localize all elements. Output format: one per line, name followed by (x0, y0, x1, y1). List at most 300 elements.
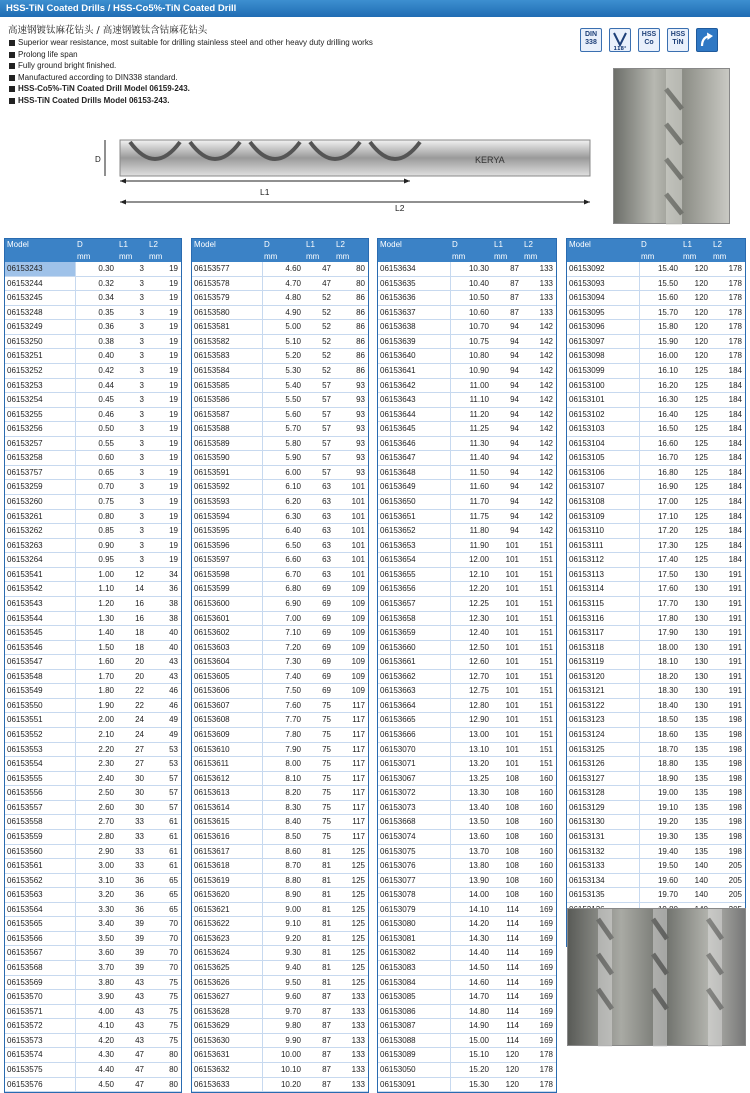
table-row (567, 655, 745, 670)
l2-cell: 109 (334, 684, 368, 699)
model-cell: 06153122 (567, 698, 639, 713)
diameter-cell: 10.70 (450, 320, 492, 335)
table-row (378, 859, 556, 874)
model-cell: 06153120 (567, 669, 639, 684)
unit-l1: mm (304, 251, 334, 262)
l1-cell: 87 (304, 1062, 334, 1077)
table-row (567, 567, 745, 582)
table-row (567, 829, 745, 844)
l2-cell: 80 (147, 1062, 181, 1077)
diameter-cell: 12.40 (450, 626, 492, 641)
diameter-cell: 6.20 (262, 495, 304, 510)
model-cell: 06153633 (192, 1077, 262, 1092)
l2-cell: 184 (711, 422, 745, 437)
model-cell: 06153100 (567, 378, 639, 393)
diameter-cell: 16.80 (639, 465, 681, 480)
l2-cell: 109 (334, 611, 368, 626)
l2-cell: 169 (522, 990, 556, 1005)
model-cell: 06153109 (567, 509, 639, 524)
l1-cell: 20 (117, 655, 147, 670)
l1-cell: 94 (492, 480, 522, 495)
l1-cell: 36 (117, 902, 147, 917)
l1-cell: 3 (117, 436, 147, 451)
l2-cell: 53 (147, 742, 181, 757)
model-cell: 06153664 (378, 698, 450, 713)
diameter-cell: 3.90 (75, 990, 117, 1005)
din-badge: DIN 338 (580, 28, 602, 52)
col-header-l2: L2 (522, 239, 556, 251)
diameter-cell: 16.00 (639, 349, 681, 364)
table-row (567, 436, 745, 451)
l2-cell: 117 (334, 786, 368, 801)
l1-cell: 33 (117, 815, 147, 830)
diameter-cell: 12.90 (450, 713, 492, 728)
model-cell: 06153666 (378, 728, 450, 743)
l1-cell: 120 (492, 1077, 522, 1092)
table-row (5, 990, 181, 1005)
l1-cell: 135 (681, 728, 711, 743)
l2-cell: 151 (522, 611, 556, 626)
diameter-cell: 12.30 (450, 611, 492, 626)
l1-cell: 43 (117, 1004, 147, 1019)
unit-l2: mm (522, 251, 556, 262)
table-row (378, 1048, 556, 1063)
table-row (5, 713, 181, 728)
table-row (567, 407, 745, 422)
model-cell: 06153618 (192, 859, 262, 874)
diameter-cell: 8.00 (262, 757, 304, 772)
model-cell: 06153086 (378, 1004, 450, 1019)
l1-cell: 135 (681, 713, 711, 728)
l2-cell: 178 (711, 262, 745, 276)
diameter-cell: 1.40 (75, 626, 117, 641)
model-cell: 06153586 (192, 393, 262, 408)
model-cell: 06153127 (567, 771, 639, 786)
diameter-cell: 7.20 (262, 640, 304, 655)
diameter-cell: 0.80 (75, 509, 117, 524)
table-row (378, 393, 556, 408)
model-cell: 06153128 (567, 786, 639, 801)
table-row (5, 931, 181, 946)
l1-cell: 12 (117, 567, 147, 582)
diameter-cell: 5.60 (262, 407, 304, 422)
l1-cell: 52 (304, 291, 334, 306)
spec-table-4 (566, 238, 746, 947)
diameter-cell: 4.50 (75, 1077, 117, 1092)
model-cell: 06153611 (192, 757, 262, 772)
model-cell: 06153593 (192, 495, 262, 510)
l2-cell: 151 (522, 728, 556, 743)
model-cell: 06153642 (378, 378, 450, 393)
l1-cell: 43 (117, 975, 147, 990)
l1-cell: 125 (681, 378, 711, 393)
model-cell: 06153546 (5, 640, 75, 655)
table-row (192, 1062, 368, 1077)
table-row (567, 538, 745, 553)
model-cell: 06153548 (5, 669, 75, 684)
model-cell: 06153635 (378, 276, 450, 291)
model-cell: 06153629 (192, 1019, 262, 1034)
table-row (378, 262, 556, 276)
table-row (5, 917, 181, 932)
l2-cell: 133 (334, 990, 368, 1005)
l1-cell: 125 (681, 509, 711, 524)
unit-l2: mm (334, 251, 368, 262)
diameter-cell: 4.40 (75, 1062, 117, 1077)
l2-cell: 198 (711, 728, 745, 743)
l2-cell: 93 (334, 436, 368, 451)
arrow-icon (696, 28, 718, 52)
l1-cell: 3 (117, 334, 147, 349)
table-row (192, 946, 368, 961)
l2-cell: 49 (147, 728, 181, 743)
l2-cell: 169 (522, 975, 556, 990)
model-cell: 06153621 (192, 902, 262, 917)
table-row (5, 742, 181, 757)
l1-cell: 87 (304, 1019, 334, 1034)
l1-cell: 81 (304, 902, 334, 917)
model-cell: 06153078 (378, 888, 450, 903)
l2-cell: 75 (147, 990, 181, 1005)
model-cell: 06153085 (378, 990, 450, 1005)
table-row (378, 698, 556, 713)
table-row (567, 669, 745, 684)
model-cell: 06153657 (378, 596, 450, 611)
table-row (378, 1033, 556, 1048)
l2-cell: 151 (522, 757, 556, 772)
l1-cell: 3 (117, 276, 147, 291)
l2-cell: 125 (334, 975, 368, 990)
l1-cell: 33 (117, 859, 147, 874)
model-cell: 06153617 (192, 844, 262, 859)
l2-cell: 125 (334, 931, 368, 946)
l1-cell: 75 (304, 829, 334, 844)
l2-cell: 75 (147, 1019, 181, 1034)
table-row (378, 757, 556, 772)
diameter-cell: 3.00 (75, 859, 117, 874)
l2-cell: 19 (147, 480, 181, 495)
l1-cell: 130 (681, 698, 711, 713)
model-cell: 06153050 (378, 1062, 450, 1077)
table-row (192, 262, 368, 276)
table-row (192, 436, 368, 451)
table-row (192, 509, 368, 524)
table-row (5, 902, 181, 917)
l1-cell: 114 (492, 975, 522, 990)
table-row (5, 728, 181, 743)
chinese-subtitle: 高速钢镀钛麻花钻头 / 高速钢镀钛含钴麻花钻头 (8, 25, 208, 36)
l2-cell: 184 (711, 363, 745, 378)
angle-icon (609, 28, 631, 52)
l1-cell: 114 (492, 961, 522, 976)
l1-cell: 24 (117, 713, 147, 728)
l1-cell: 108 (492, 800, 522, 815)
model-cell: 06153135 (567, 888, 639, 903)
model-cell: 06153248 (5, 305, 75, 320)
diameter-cell: 5.10 (262, 334, 304, 349)
l1-cell: 130 (681, 669, 711, 684)
table-row (567, 334, 745, 349)
model-cell: 06153102 (567, 407, 639, 422)
diameter-cell: 6.60 (262, 553, 304, 568)
table-row (378, 713, 556, 728)
l2-cell: 198 (711, 815, 745, 830)
diameter-cell: 18.80 (639, 757, 681, 772)
diameter-cell: 10.80 (450, 349, 492, 364)
diameter-cell: 13.10 (450, 742, 492, 757)
model-cell: 06153630 (192, 1033, 262, 1048)
table-row (5, 873, 181, 888)
model-cell: 06153609 (192, 728, 262, 743)
l2-cell: 160 (522, 844, 556, 859)
model-cell: 06153087 (378, 1019, 450, 1034)
diameter-cell: 14.60 (450, 975, 492, 990)
model-cell: 06153093 (567, 276, 639, 291)
spec-badges (580, 28, 718, 52)
l1-cell: 108 (492, 786, 522, 801)
model-cell: 06153253 (5, 378, 75, 393)
diameter-cell: 18.10 (639, 655, 681, 670)
model-cell: 06153252 (5, 363, 75, 378)
l1-cell: 108 (492, 888, 522, 903)
table-row (192, 451, 368, 466)
table-row (378, 363, 556, 378)
table-row (378, 961, 556, 976)
model-cell: 06153658 (378, 611, 450, 626)
model-cell: 06153562 (5, 873, 75, 888)
table-row (5, 553, 181, 568)
model-cell: 06153250 (5, 334, 75, 349)
model-cell: 06153547 (5, 655, 75, 670)
feature-item: Fully ground bright finished. (8, 60, 373, 72)
l2-cell: 178 (522, 1048, 556, 1063)
table-row (192, 844, 368, 859)
l1-cell: 18 (117, 626, 147, 641)
table-row (192, 1033, 368, 1048)
l1-cell: 16 (117, 611, 147, 626)
table-row (5, 320, 181, 335)
table-row (567, 524, 745, 539)
table-row (5, 262, 181, 276)
l2-cell: 125 (334, 859, 368, 874)
table-row (192, 524, 368, 539)
l2-cell: 70 (147, 946, 181, 961)
model-cell: 06153659 (378, 626, 450, 641)
diameter-cell: 17.10 (639, 509, 681, 524)
diameter-cell: 4.90 (262, 305, 304, 320)
table-row (567, 276, 745, 291)
model-cell: 06153623 (192, 931, 262, 946)
table-row (192, 276, 368, 291)
model-cell: 06153108 (567, 495, 639, 510)
l2-cell: 178 (522, 1077, 556, 1092)
diameter-cell: 10.50 (450, 291, 492, 306)
l2-cell: 19 (147, 349, 181, 364)
diameter-cell: 4.30 (75, 1048, 117, 1063)
l1-cell: 140 (681, 859, 711, 874)
model-cell: 06153639 (378, 334, 450, 349)
diameter-cell: 2.80 (75, 829, 117, 844)
model-cell: 06153107 (567, 480, 639, 495)
diameter-cell: 7.40 (262, 669, 304, 684)
l2-cell: 160 (522, 888, 556, 903)
l2-cell: 93 (334, 465, 368, 480)
l2-cell: 160 (522, 786, 556, 801)
l1-cell: 101 (492, 596, 522, 611)
l1-cell: 39 (117, 946, 147, 961)
l2-cell: 40 (147, 626, 181, 641)
model-cell: 06153132 (567, 844, 639, 859)
table-row (5, 669, 181, 684)
l2-cell: 198 (711, 786, 745, 801)
table-row (567, 771, 745, 786)
table-row (5, 334, 181, 349)
l1-cell: 81 (304, 873, 334, 888)
l1-cell: 94 (492, 363, 522, 378)
model-cell: 06153105 (567, 451, 639, 466)
l2-cell: 133 (522, 291, 556, 306)
diameter-cell: 13.70 (450, 844, 492, 859)
l2-cell: 178 (711, 291, 745, 306)
table-row (192, 465, 368, 480)
l1-cell: 125 (681, 480, 711, 495)
model-cell: 06153649 (378, 480, 450, 495)
model-cell: 06153603 (192, 640, 262, 655)
l2-cell: 19 (147, 524, 181, 539)
l1-cell: 3 (117, 465, 147, 480)
l2-cell: 169 (522, 917, 556, 932)
l1-cell: 3 (117, 262, 147, 276)
l1-cell: 69 (304, 640, 334, 655)
diameter-cell: 0.85 (75, 524, 117, 539)
diameter-cell: 3.60 (75, 946, 117, 961)
diameter-cell: 7.70 (262, 713, 304, 728)
table-row (567, 859, 745, 874)
l2-cell: 151 (522, 698, 556, 713)
model-cell: 06153130 (567, 815, 639, 830)
l2-cell: 65 (147, 888, 181, 903)
diameter-cell: 8.90 (262, 888, 304, 903)
diameter-cell: 15.40 (639, 262, 681, 276)
table-row (378, 990, 556, 1005)
l2-cell: 142 (522, 422, 556, 437)
l1-cell: 63 (304, 538, 334, 553)
l1-cell: 63 (304, 480, 334, 495)
table-row (5, 509, 181, 524)
table-row (192, 684, 368, 699)
diameter-cell: 11.00 (450, 378, 492, 393)
l1-cell: 101 (492, 582, 522, 597)
diameter-cell: 14.10 (450, 902, 492, 917)
l1-cell: 3 (117, 524, 147, 539)
model-cell: 06153626 (192, 975, 262, 990)
l1-cell: 87 (304, 1033, 334, 1048)
model-cell: 06153632 (192, 1062, 262, 1077)
model-cell: 06153067 (378, 771, 450, 786)
l1-cell: 87 (304, 1077, 334, 1092)
l2-cell: 169 (522, 1004, 556, 1019)
diameter-cell: 17.00 (639, 495, 681, 510)
diameter-cell: 9.50 (262, 975, 304, 990)
l1-cell: 125 (681, 363, 711, 378)
l1-cell: 3 (117, 538, 147, 553)
table-row (567, 349, 745, 364)
l1-cell: 81 (304, 931, 334, 946)
table-row (192, 378, 368, 393)
l1-cell: 125 (681, 538, 711, 553)
l1-cell: 3 (117, 363, 147, 378)
diameter-cell: 1.00 (75, 567, 117, 582)
col-header-model: Model (378, 239, 450, 251)
model-cell: 06153106 (567, 465, 639, 480)
l2-cell: 61 (147, 859, 181, 874)
l2-cell: 19 (147, 553, 181, 568)
table-row (192, 786, 368, 801)
l2-cell: 19 (147, 378, 181, 393)
diameter-cell: 17.50 (639, 567, 681, 582)
model-cell: 06153115 (567, 596, 639, 611)
l1-cell: 69 (304, 596, 334, 611)
l2-cell: 86 (334, 320, 368, 335)
diameter-cell: 9.00 (262, 902, 304, 917)
l1-cell: 16 (117, 596, 147, 611)
l2-cell: 93 (334, 378, 368, 393)
diameter-cell: 5.70 (262, 422, 304, 437)
table-row (192, 757, 368, 772)
l2-cell: 70 (147, 961, 181, 976)
l2-cell: 160 (522, 800, 556, 815)
table-row (567, 640, 745, 655)
diameter-cell: 13.00 (450, 728, 492, 743)
l1-cell: 3 (117, 407, 147, 422)
l1-cell: 94 (492, 422, 522, 437)
table-row (192, 422, 368, 437)
model-cell: 06153075 (378, 844, 450, 859)
model-cell: 06153259 (5, 480, 75, 495)
unit-l1: mm (681, 251, 711, 262)
table-row (378, 553, 556, 568)
l1-cell: 120 (681, 276, 711, 291)
l1-cell: 140 (681, 888, 711, 903)
table-row (5, 538, 181, 553)
diameter-cell: 5.80 (262, 436, 304, 451)
diameter-cell: 17.20 (639, 524, 681, 539)
table-row (567, 422, 745, 437)
l2-cell: 133 (522, 276, 556, 291)
l1-cell: 114 (492, 990, 522, 1005)
model-cell: 06153572 (5, 1019, 75, 1034)
l2-cell: 117 (334, 713, 368, 728)
l2-cell: 178 (711, 349, 745, 364)
table-row (378, 931, 556, 946)
model-cell: 06153654 (378, 553, 450, 568)
l1-cell: 63 (304, 495, 334, 510)
l2-cell: 125 (334, 888, 368, 903)
table-row (5, 407, 181, 422)
unit-d: mm (639, 251, 681, 262)
l2-cell: 19 (147, 451, 181, 466)
l2-cell: 46 (147, 684, 181, 699)
l2-cell: 19 (147, 262, 181, 276)
col-header-l1: L1 (304, 239, 334, 251)
table-row (192, 815, 368, 830)
table-row (192, 320, 368, 335)
model-cell: 06153256 (5, 422, 75, 437)
table-row (378, 888, 556, 903)
table-row (567, 611, 745, 626)
table-row (5, 800, 181, 815)
l1-cell: 69 (304, 582, 334, 597)
